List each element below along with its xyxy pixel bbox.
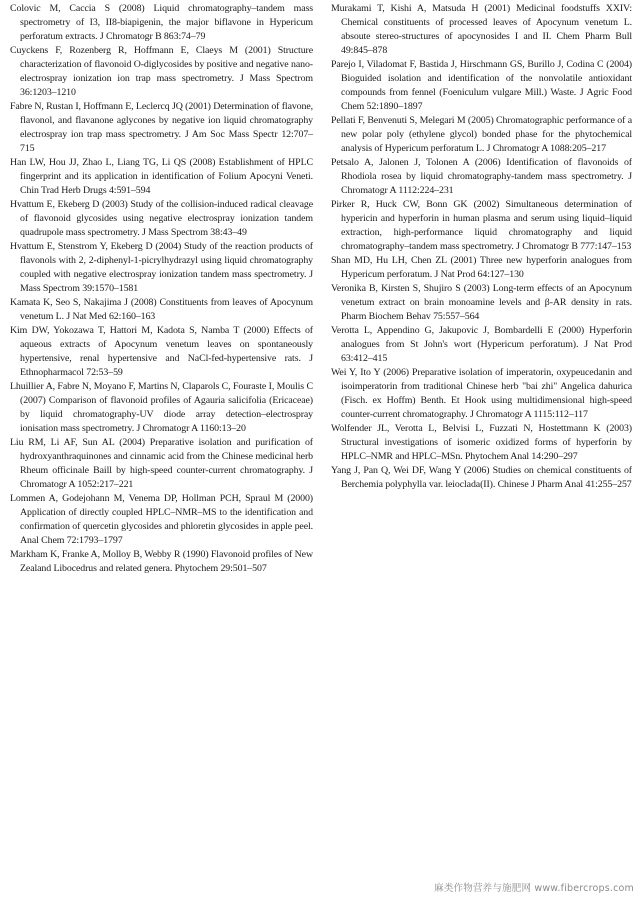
reference-entry: Pirker R, Huck CW, Bonn GK (2002) Simultaneous determination of hypericin and hyperforin in human plasma and serum using liquid–liquid extraction, high-performance liquid chromatography and liquid chromatography–tandem mass spectrometry. J Chromatogr B 777:147–153 — [331, 199, 632, 252]
site-watermark: 麻类作物营养与施肥网 www.fibercrops.com — [434, 883, 634, 894]
references-right-column — [331, 2, 632, 492]
reference-entry: Lhuillier A, Fabre N, Moyano F, Martins N, Claparols C, Fouraste I, Moulis C (2007) Comparison of flavonoid profiles of Agauria salicifolia (Ericaceae) by liquid chromatography-UV diode array detection–electrospray ionisation mass spectrometry. J Chromatogr A 1160:13–20 — [10, 381, 313, 434]
reference-entry: Veronika B, Kirsten S, Shujiro S (2003) Long-term effects of an Apocynum venetum extract on brain monoamine levels and β-AR density in rats. Pharm Biochem Behav 75:557–564 — [331, 283, 632, 322]
reference-entry: Wei Y, Ito Y (2006) Preparative isolation of imperatorin, oxypeucedanin and isoimperatorin from traditional Chinese herb "bai zhi" Angelica dahurica (Fisch. ex Hoffm) Benth. Et Hook using multidimensional high-speed counter-current chromatography. J Chromatogr A 1115:112–117 — [331, 367, 632, 420]
reference-entry: Fabre N, Rustan I, Hoffmann E, Leclercq JQ (2001) Determination of flavone, flavonol, and flavanone aglycones by negative ion liquid chromatography electrospray ion trap mass spectrometry. J Am Soc Mass Spectr 12:707–715 — [10, 101, 314, 154]
reference-entry: Pellati F, Benvenuti S, Melegari M (2005) Chromatographic performance of a new polar poly (ethylene glycol) bonded phase for the phytochemical analysis of Hypericum perforatum L. J Chromatogr A 1088:205–217 — [331, 115, 632, 154]
reference-entry: Cuyckens F, Rozenberg R, Hoffmann E, Claeys M (2001) Structure characterization of flavonoid O-diglycosides by positive and negative nano-electrospray ionization ion trap mass spectrometry. J Mass Spectrom 36:1203–1210 — [10, 45, 313, 98]
reference-entry: Kim DW, Yokozawa T, Hattori M, Kadota S, Namba T (2000) Effects of aqueous extracts of Apocynum venetum leaves on spontaneously hypertensive, renal hypertensive and NaCl-fed-hypertensive rats. J Ethnopharmacol 72:53–59 — [10, 325, 313, 378]
reference-entry: Lommen A, Godejohann M, Venema DP, Hollman PCH, Spraul M (2000) Application of directly coupled HPLC–NMR–MS to the identification and confirmation of quercetin glycosides and phloretin glycosides in apple peel. Anal Chem 72:1793–1797 — [10, 493, 313, 546]
reference-entry: Markham K, Franke A, Molloy B, Webby R (1990) Flavonoid profiles of New Zealand Libocedrus and related genera. Phytochem 29:501–507 — [10, 549, 313, 574]
reference-entry: Liu RM, Li AF, Sun AL (2004) Preparative isolation and purification of hydroxyanthraquinones and cinnamic acid from the Chinese medicinal herb Rheum officinale Baill by high-speed counter-current chromatography. J Chromatogr A 1052:217–221 — [10, 437, 313, 490]
reference-entry: Hvattum E, Ekeberg D (2003) Study of the collision-induced radical cleavage of flavonoid glycosides using negative electrospray ionization tandem quadrupole mass spectrometry. J Mass Spectrom 38:43–49 — [10, 199, 313, 238]
references-left-column — [10, 2, 313, 576]
reference-entry: Verotta L, Appendino G, Jakupovic J, Bombardelli E (2000) Hyperforin analogues from St John's wort (Hypericum perforatum). J Nat Prod 63:412–415 — [331, 325, 632, 364]
reference-entry: Petsalo A, Jalonen J, Tolonen A (2006) Identification of flavonoids of Rhodiola rosea by liquid chromatography-tandem mass spectrometry. J Chromatogr A 1112:224–231 — [331, 157, 632, 196]
reference-entry: Yang J, Pan Q, Wei DF, Wang Y (2006) Studies on chemical constituents of Berchemia polyphylla var. leioclada(II). Chinese J Pharm Anal 41:255–257 — [331, 465, 632, 490]
reference-entry: Shan MD, Hu LH, Chen ZL (2001) Three new hyperforin analogues from Hypericum perforatum. J Nat Prod 64:127–130 — [331, 255, 632, 280]
reference-entry: Parejo I, Viladomat F, Bastida J, Hirschmann GS, Burillo J, Codina C (2004) Bioguided isolation and identification of the nonvolatile antioxidant compounds from fennel (Foeniculum vulgare Mill.) Waste. J Agric Food Chem 52:1890–1897 — [331, 59, 632, 112]
reference-entry: Murakami T, Kishi A, Matsuda H (2001) Medicinal foodstuffs XXIV: Chemical constituents of processed leaves of Apocynum venetum L. absoute stereo-structures of apocynosides I and II. Chem Pharm Bull 49:845–878 — [331, 3, 632, 56]
reference-entry: Han LW, Hou JJ, Zhao L, Liang TG, Li QS (2008) Establishment of HPLC fingerprint and its application in identification of Folium Apocyni Veneti. Chin Trad Herb Drugs 4:591–594 — [10, 157, 313, 196]
reference-entry: Wolfender JL, Verotta L, Belvisi L, Fuzzati N, Hostettmann K (2003) Structural investigations of isomeric oxidized forms of hyperforin by HPLC–NMR and HPLC–MSn. Phytochem Anal 14:290–297 — [331, 423, 632, 462]
reference-entry: Kamata K, Seo S, Nakajima J (2008) Constituents from leaves of Apocynum venetum L. J Nat Med 62:160–163 — [10, 297, 313, 322]
reference-entry: Hvattum E, Stenstrom Y, Ekeberg D (2004) Study of the reaction products of flavonols with 2, 2-diphenyl-1-picrylhydrazyl using liquid chromatography coupled with negative electrospray ionization tandem mass spectrometry. J Mass Spectrom 39:1570–1581 — [10, 241, 313, 294]
reference-entry: Colovic M, Caccia S (2008) Liquid chromatography–tandem mass spectrometry of I3, II8-biapigenin, the major biflavone in Hypericum perforatum extracts. J Chromatogr B 863:74–79 — [10, 3, 313, 42]
